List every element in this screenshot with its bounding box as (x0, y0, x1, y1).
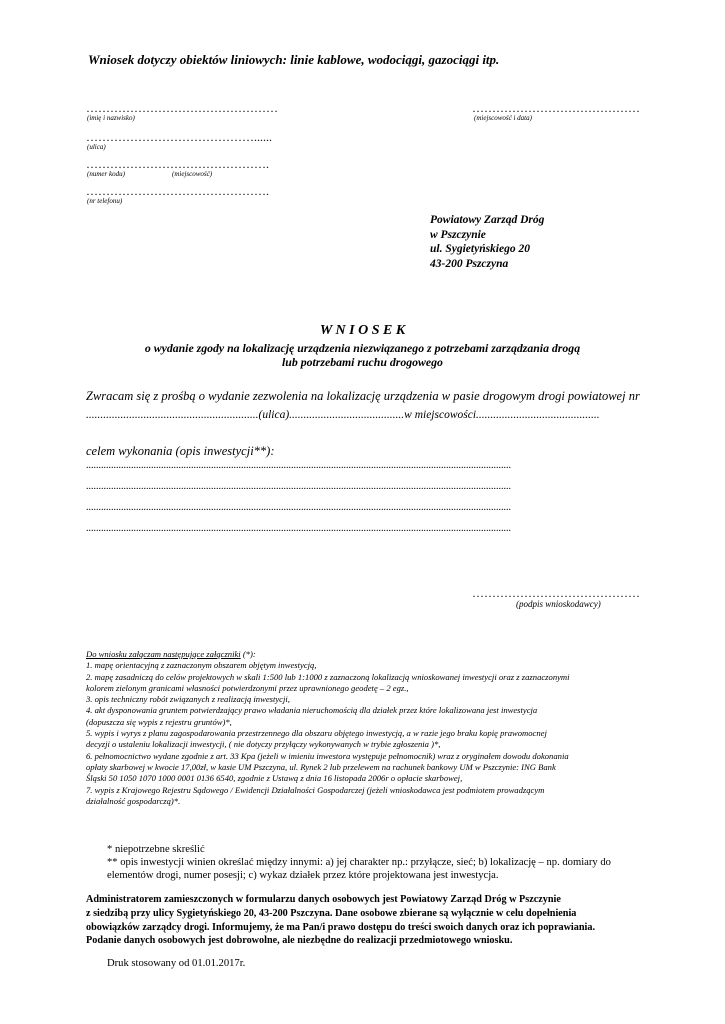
annex-item: 2. mapę zasadniczą do celów projektowych w skali 1:500 lub 1:1000 z zaznaczoną lokalizacją wnioskowanej inwestycji oraz z zaznaczonymi (86, 671, 570, 682)
signature-label: (podpis wnioskodawcy) (516, 599, 601, 609)
header-note: Wniosek dotyczy obiektów liniowych: linie kablowe, wodociągi, gazociągi itp. (88, 52, 500, 67)
document-subtitle: o wydanie zgody na lokalizację urządzenia niezwiązanego z potrzebami zarządzania drogą (144, 341, 581, 355)
purpose-field[interactable]: .......................................................................................................................................................................... (86, 523, 511, 534)
place-date-field[interactable]: …………………………………… (472, 101, 640, 115)
form-version: Druk stosowany od 01.01.2017r. (107, 958, 246, 969)
annex-item: opłaty skarbowej w kwocie 17,00zł, w kasie UM Pszczyna, ul. Rynek 2 lub przelewem na rachunek bankowy UM w Pszczynie: ING Bank (86, 761, 556, 772)
request-text: Zwracam się z prośbą o wydanie zezwolenia na lokalizację urządzenia w pasie drogowym drogi powiatowej nr (86, 389, 640, 403)
footnotes (107, 843, 611, 883)
purpose-field[interactable]: .......................................................................................................................................................................... (86, 502, 511, 513)
privacy-notice-line: z siedzibą przy ulicy Sygietyńskiego 20, 43-200 Pszczyna. Dane osobowe zbierane są wyłącznie w celu dopełnienia (86, 907, 577, 919)
annex-item: 5. wypis i wyrys z planu zagospodarowania przestrzennego dla obszaru objętego inwestycją, a w razie jego braku kopię prawomocnej (86, 728, 547, 739)
applicant-code-label: (numer kodu) (87, 170, 125, 178)
annex-item: 4. akt dysponowania gruntem potwierdzający prawo władania nieruchomością dla działek przez które lokalizowana jest inwestycja (86, 705, 538, 716)
recipient-line: w Pszczynie (430, 228, 486, 241)
purpose-field[interactable]: .......................................................................................................................................................................... (86, 460, 511, 471)
purpose-label: celem wykonania (opis inwestycji**): (86, 444, 275, 458)
recipient-address (430, 213, 544, 271)
place-date-label: (miejscowość i data) (474, 114, 532, 122)
document-title: W N I O S E K (319, 323, 406, 338)
privacy-notice-line: Podanie danych osobowych jest dobrowolne, ale niezbędne do realizacji przedmiotowego wniosku. (86, 935, 513, 947)
request-road-fields[interactable]: ............................................................(ulica)........................................w miejscowości........................................... (86, 409, 600, 421)
document-subtitle-continuation: lub potrzebami ruchu drogowego (282, 355, 443, 369)
annex-item: (dopuszcza się wypis z rejestru gruntów)*, (86, 716, 232, 727)
applicant-phone-label: (nr telefonu) (87, 197, 123, 205)
applicant-street-label: (ulica) (87, 143, 106, 151)
annex-heading-text: Do wniosku załączam następujące załączniki (86, 649, 241, 659)
footnote: elementów drogi, numer posesji; c) wykaz działek przez które projektowana jest inwestycja. (107, 870, 499, 882)
annex-item: 6. pełnomocnictwo wydane zgodnie z art. 33 Kpa (jeżeli w imieniu inwestora występuje pełnomocnik) wraz z oryginałem dowodu dokonania (86, 750, 569, 761)
privacy-notice-line: obowiązków zarządcy drogi. Informujemy, że ma Pan/i prawo dostępu do treści swoich danych oraz ich poprawiania. (86, 921, 595, 933)
recipient-line: 43-200 Pszczyna (430, 257, 509, 270)
signature-field[interactable]: …………………………………… (472, 586, 640, 600)
annex-item: 7. wypis z Krajowego Rejestru Sądowego / Ewidencji Działalności Gospodarczej (jeżeli wnioskodawca jest podmiotem prowadzącym (86, 784, 545, 795)
annex-heading (86, 649, 570, 660)
footnote: ** opis inwestycji winien określać między innymi: a) jej charakter np.: przyłącze, sieć; b) lokalizację – np. domiary do (107, 857, 611, 869)
annex-item: działalność gospodarczą)*. (86, 795, 181, 806)
privacy-notice (86, 893, 595, 948)
privacy-notice-line: Administratorem zamieszczonych w formularzu danych osobowych jest Powiatowy Zarząd Dróg w Pszczynie (86, 894, 561, 905)
applicant-city-field[interactable]: ………………………………………. (86, 157, 269, 171)
annex-heading-suffix: (*): (240, 649, 256, 659)
annex-item: 3. opis techniczny robót związanych z realizacją inwestycji, (86, 694, 290, 705)
annex-item: 1. mapę orientacyjną z zaznaczonym obszarem objętym inwestycją, (86, 660, 317, 671)
recipient-line: Powiatowy Zarząd Dróg (430, 214, 545, 226)
annex-item: Śląski 50 1050 1070 1000 0001 0136 6540, zgodnie z Ustawą z dnia 16 listopada 2006r o opłacie skarbowej, (86, 773, 463, 784)
applicant-name-field[interactable]: ………………………………………… (86, 101, 278, 115)
applicant-name-label: (imię i nazwisko) (87, 114, 135, 122)
recipient-line: ul. Sygietyńskiego 20 (430, 243, 530, 255)
applicant-phone-field[interactable]: ………………………………………. (86, 184, 269, 198)
annex-item: kolorem zielonym granicami własności potwierdzonymi przez uprawnionego geodetę – 2 egz., (86, 682, 409, 693)
annex-list (86, 649, 570, 807)
purpose-field[interactable]: .......................................................................................................................................................................... (86, 481, 511, 492)
applicant-street-field[interactable]: ……………………………………...... (86, 130, 272, 144)
applicant-city-label: (miejscowość) (172, 170, 213, 178)
annex-item: decyzji o ustaleniu lokalizacji inwestycji, ( nie dotyczy przyłączy wykonywanych w trybie zgłoszenia )*, (86, 739, 441, 750)
footnote: * niepotrzebne skreślić (107, 844, 205, 855)
